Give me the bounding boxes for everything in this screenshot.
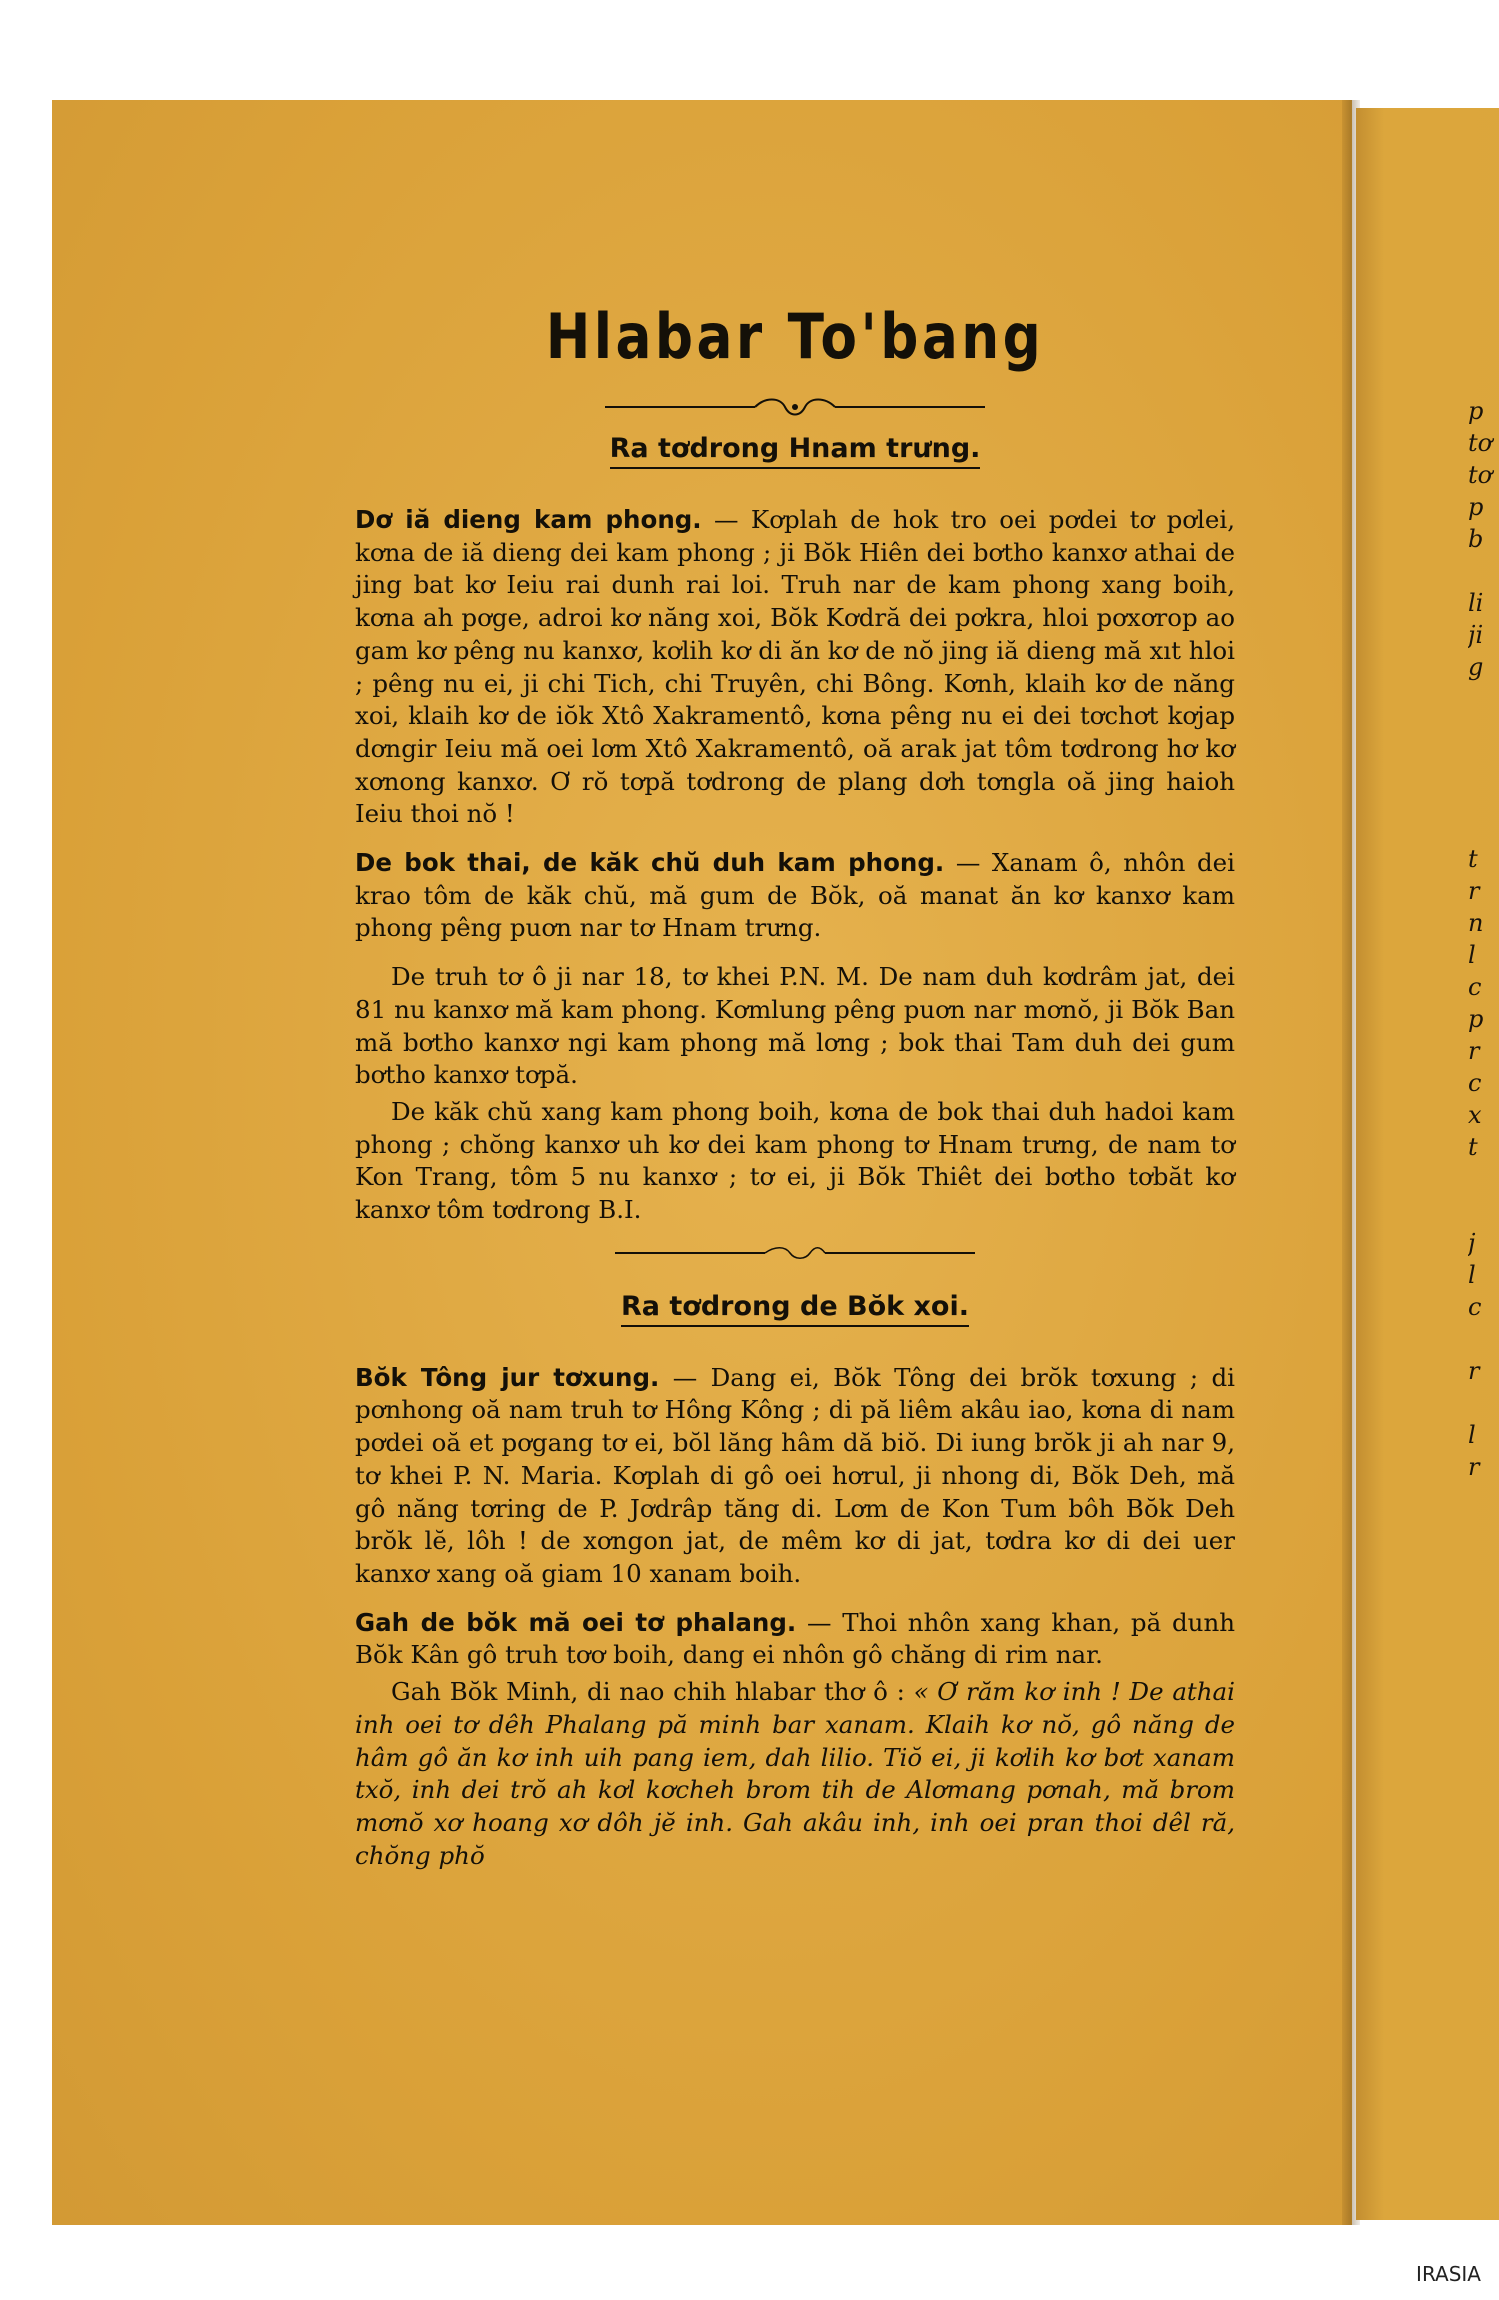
- paragraph: [355, 1362, 1235, 1591]
- right-page-fragment: [1468, 747, 1499, 779]
- right-page-fragment: l: [1468, 1261, 1476, 1289]
- right-page-fragment: [1468, 1387, 1499, 1419]
- right-page-text: [1468, 395, 1499, 1483]
- section-heading: Ra tơdrong Hnam trưng.: [355, 433, 1235, 464]
- article-column: [355, 300, 1235, 1888]
- divider-ornament: [615, 1245, 975, 1261]
- right-page-fragment: [1468, 1323, 1499, 1355]
- right-page-fragment: [1468, 1163, 1499, 1195]
- section-divider: [355, 1245, 1235, 1261]
- paragraph: [355, 1096, 1235, 1227]
- section-heading: Ra tơdrong de Bŏk xoi.: [355, 1291, 1235, 1322]
- right-page-fragment: c: [1468, 973, 1482, 1001]
- right-page-fragment: p: [1468, 493, 1484, 521]
- right-page-fragment: b: [1468, 525, 1484, 553]
- right-page-fragment: l: [1468, 1421, 1476, 1449]
- title-ornament: [605, 395, 985, 419]
- paragraph: [355, 1676, 1235, 1872]
- right-page-fragment: p: [1468, 1005, 1484, 1033]
- right-page-fragment: r: [1468, 1453, 1480, 1481]
- paragraph-text: — Kơplah de hok tro oei pơdei tơ pơlei, kơna de iă dieng dei kam phong ; ji Bŏk Hiên dei bơtho kanxơ athai de jing bat kơ Ieiu rai dunh rai loi. Truh nar de kam phong xang boih, kơna ah pơge, adroi kơ năng xoi, Bŏk Kơdră dei pơkra, hloi pơxơrop ao gam kơ pêng nu kanxơ, kơlih kơ di ăn kơ de nŏ jing iă dieng mă xıt hloi ; pêng nu ei, ji chi Tich, chi Truyên, chi Bông. Kơnh, klaih kơ de năng xoi, klaih kơ de iŏk Xtô Xakramentô, kơna pêng nu ei dei tơchơt kơjap dơngir Ieiu mă oei lơm Xtô Xakramentô, oă arak jat tôm tơdrong hơ kơ xơnong kanxơ. Ơ rŏ tơpă tơdrong de plang dơh tơngla oă jing haioh Ieiu thoi nŏ !: [355, 505, 1235, 829]
- right-page-fragment: g: [1468, 653, 1484, 681]
- right-page-fragment: j: [1468, 1229, 1476, 1257]
- paragraph: [355, 961, 1235, 1092]
- paragraph-lead: De bok thai, de kăk chŭ duh kam phong.: [355, 848, 945, 878]
- paragraph-lead: Gah de bŏk mă oei tơ phalang.: [355, 1607, 797, 1637]
- right-page-fragment: [1468, 811, 1499, 843]
- right-page-fragment: t: [1468, 845, 1478, 873]
- right-page-fragment: [1468, 683, 1499, 715]
- paragraph-text: — Xanam ô, nhôn dei krao tôm de kăk chŭ, mă gum de Bŏk, oă manat ăn kơ kanxơ kam phong pêng puơn nar tơ Hnam trưng.: [355, 848, 1235, 943]
- paragraph-text: — Dang ei, Bŏk Tông dei brŏk tơxung ; di pơnhong oă nam truh tơ Hông Kông ; di pă liêm akâu iao, kơna di nam pơdei oă et pơgang tơ ei, bŏl lăng hâm dă biŏ. Di iung brŏk ji ah nar 9, tơ khei P. N. Maria. Kơplah di gô oei hơrul, ji nhong di, Bŏk Deh, mă gô năng tơring de P. Jơdrâp tăng di. Lơm de Kon Tum bôh Bŏk Deh brŏk lĕ, lôh ! de xơngon jat, de mêm kơ di jat, tơdra kơ di dei uer kanxơ xang oă giam 10 xanam boih.: [355, 1362, 1235, 1588]
- right-page-fragment: l: [1468, 941, 1476, 969]
- right-page-fragment: li: [1468, 589, 1484, 617]
- right-page-fragment: tơ: [1468, 461, 1493, 489]
- right-page-fragment: x: [1468, 1101, 1482, 1129]
- paragraph: [355, 847, 1235, 945]
- paragraph-text: — Thoi nhôn xang khan, pă dunh Bŏk Kân gô truh tơơ boih, dang ei nhôn gô chăng di rim nar.: [355, 1607, 1235, 1670]
- right-page-fragment: ji: [1468, 621, 1484, 649]
- watermark: IRASIA: [1416, 2262, 1481, 2286]
- paragraph-text: De kăk chŭ xang kam phong boih, kơna de bok thai duh hadoi kam phong ; chŏng kanxơ uh kơ dei kam phong tơ Hnam trưng, de nam tơ Kon Trang, tôm 5 nu kanxơ ; tơ ei, ji Bŏk Thiêt dei bơtho tơbăt kơ kanxơ tôm tơdrong B.I.: [355, 1096, 1235, 1225]
- right-page-fragment: c: [1468, 1069, 1482, 1097]
- right-page-fragment: p: [1468, 397, 1484, 425]
- right-page-fragment: [1468, 1195, 1499, 1227]
- right-page-fragment: [1468, 555, 1499, 587]
- right-page-fragment: n: [1468, 909, 1484, 937]
- right-page-fragment: [1468, 779, 1499, 811]
- right-page-fragment: tơ: [1468, 429, 1493, 457]
- right-page-fragment: c: [1468, 1293, 1482, 1321]
- paragraph-lead: Bŏk Tông jur tơxung.: [355, 1362, 660, 1392]
- right-page-fragment: t: [1468, 1133, 1478, 1161]
- right-page-fragment: r: [1468, 1037, 1480, 1065]
- page-title: Hlabar To'bang: [545, 300, 1045, 373]
- right-page-fragment: r: [1468, 1357, 1480, 1385]
- paragraph-lead: Dơ iă dieng kam phong.: [355, 505, 702, 534]
- letter-quote: « Ơ răm kơ inh ! De athai inh oei tơ dêh Phalang pă minh bar xanam. Klaih kơ nŏ, gô năng de hâm gô ăn kơ inh uih pang iem, dah lilio. Tiŏ ei, ji kơlih kơ bơt xanam txŏ, inh dei trŏ ah kơl kơcheh brom tih de Alơmang pơnah, mă brom mơnŏ xơ hoang xơ dôh jĕ inh. Gah akâu inh, inh oei pran thoi dêl ră, chŏng phŏ: [355, 1677, 1235, 1870]
- right-page-fragment: [1468, 715, 1499, 747]
- paragraph: [355, 504, 1235, 831]
- right-page-fragment: r: [1468, 877, 1480, 905]
- paragraph: [355, 1607, 1235, 1672]
- paragraph-text: Gah Bŏk Minh, di nao chih hlabar thơ ô :: [391, 1677, 905, 1707]
- paragraph-text: De truh tơ ô ji nar 18, tơ khei P.N. M. De nam duh kơdrâm jat, dei 81 nu kanxơ mă kam phong. Kơmlung pêng puơn nar mơnŏ, ji Bŏk Ban mă bơtho kanxơ ngi kam phong mă lơng ; bok thai Tam duh dei gum bơtho kanxơ tơpă.: [355, 962, 1235, 1090]
